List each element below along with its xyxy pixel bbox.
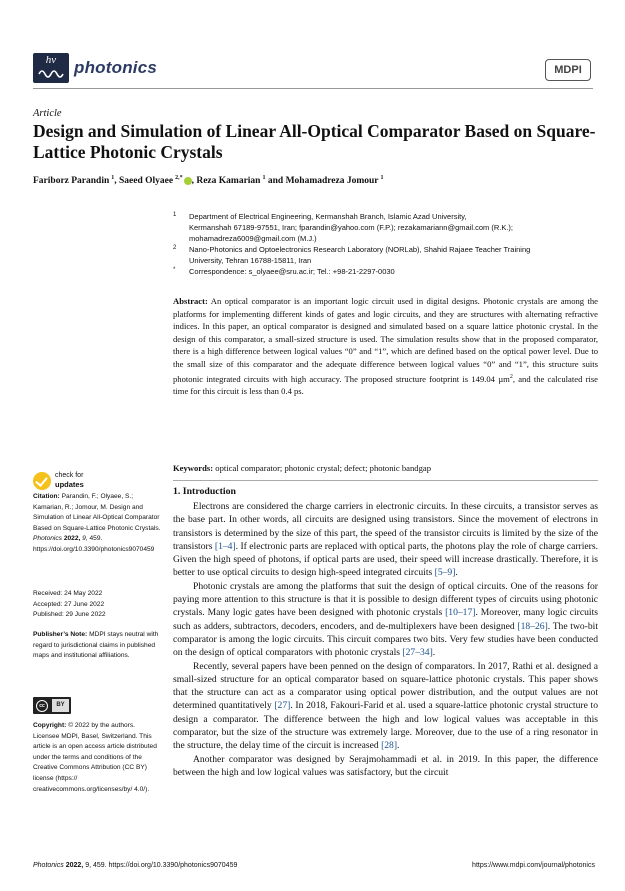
received-date: Received: 24 May 2022 (33, 590, 103, 597)
note-text: MDPI stays neutral with regard to jurisdictional claims in published maps and institutional affiliations. (33, 631, 159, 660)
body-text (173, 500, 598, 779)
author-sup: 1 (262, 175, 266, 181)
citation-link[interactable]: [18–26] (517, 620, 548, 632)
body-text-run: Electrons are considered the charge carriers in electronic circuits. In these circuits, a transistor serves as the base part. In other words, all circuits are designed using transistors. Since the movement of electrons in transistors is determined by the size of this part, the speed of the transistor circuits is limited by the size of the transistors (173, 501, 598, 552)
body-text-run: . If electronic parts are replaced with optical parts, the photons play the role of charge carriers. Given the high speed of photons, if optical parts are used, their speed will increase drastically. Therefore, it is better to use optical circuits to design high-speed integrated circuits (173, 540, 598, 579)
abstract-text: An optical comparator is an important logic circuit used in digital designs. Photonic crystals are among the platforms for implementing different kinds of gates and logic circuits, and they are structures with alternating refractive indices. In this paper, an optical comparator is designed and simulated based on a square lattice photonic crystal. In the design of this comparator, a small-sized structure is used. The simulation results show that in the proposed comparator, there is a high difference between logical values “0” and “1”, which are defined based on the optical power level. Due to the small size of this comparator and the adequate difference between logical values “0” and “1”, this structure suits photonic integrated circuits with high accuracy. The proposed structure footprint is 149.04 µm (173, 296, 598, 384)
check-line2: updates (55, 480, 84, 489)
citation-link[interactable]: [27–34] (402, 647, 433, 659)
body-text-run: Another comparator was designed by Serajmohammadi et al. in 2019. In this paper, the difference between the high and low logical values was satisfactory, but the circuit (173, 753, 598, 778)
citation-link[interactable]: [5–9] (434, 567, 456, 579)
footer-citation (33, 862, 237, 869)
keywords-label: Keywords: (173, 463, 214, 473)
published-date: Published: 29 June 2022 (33, 611, 106, 619)
author-name: Mohamadreza Jomour (285, 176, 379, 187)
body-text-run: . (455, 567, 458, 579)
by-icon: BY (52, 699, 69, 712)
footer-journal-url[interactable]: https://www.mdpi.com/journal/photonics (472, 862, 595, 869)
author-separator: , (114, 176, 120, 187)
abstract (173, 295, 598, 398)
body-paragraph (173, 753, 598, 780)
affiliations (173, 212, 598, 277)
affiliation-item (173, 267, 598, 278)
citation-text: Parandin, F.; Olyaee, S.; Kamarian, R.; Jomour, M. Design and Simulation of Linear All-Optical Comparator Based on Square-Lattice Photonic Crystals. (33, 493, 161, 532)
dates-block (33, 589, 161, 621)
header-divider (33, 88, 593, 89)
journal-logo (33, 53, 69, 83)
abstract-end: , and the calculated rise time for this circuit is less than 0.4 ps. (173, 373, 598, 397)
body-text-run: Recently, several papers have been penned on the design of comparators. In 2017, Rathi et al. designed a small-sized structure for an optical comparator based on square-lattice photonic crystals. This paper shows that the structure can act as a comparator using optical power distribution, and the output values are not determined quantitatively (173, 660, 598, 712)
author-name: Reza Kamarian (196, 176, 261, 187)
article-type: Article (33, 108, 62, 119)
author-sup: 1 (111, 175, 115, 181)
orcid-icon[interactable] (184, 177, 192, 185)
page-title: Design and Simulation of Linear All-Optical Comparator Based on Square-Lattice Photonic Crystals (33, 121, 596, 162)
copyright-text: © 2022 by the authors. Licensee MDPI, Basel, Switzerland. This article is an open access article distributed under the terms and conditions of the Creative Commons Attribution (CC BY) license (https:// creativecommons.org/licenses/by/ 4.0/). (33, 722, 157, 793)
abstract-label: Abstract: (173, 296, 208, 306)
affiliation-number: 1 (173, 212, 177, 218)
body-text-run: . (432, 647, 436, 659)
check-icon (33, 472, 51, 490)
accepted-date: Accepted: 27 June 2022 (33, 600, 105, 608)
author-name: Fariborz Parandin (33, 176, 110, 187)
author-sup: 2,* (175, 175, 183, 181)
copyright-label: Copyright: (33, 722, 67, 729)
citation-vol: 9, (82, 535, 88, 543)
footer-journal: Photonics (33, 862, 64, 869)
citation-link[interactable]: [27] (274, 700, 291, 712)
affiliation-item (173, 245, 598, 267)
footer-year: 2022, (65, 862, 84, 869)
affiliation-line: University, Tehran 16788-15811, Iran (189, 255, 312, 265)
note-label: Publisher’s Note: (33, 631, 88, 638)
citation-journal: Photonics (33, 535, 62, 543)
citation-label: Citation: (33, 493, 60, 500)
copyright-block (33, 721, 161, 795)
body-text-run: Photonic crystals are among the platforms that suit the design of optical circuits. One of the reasons for paying more attention to this structure is that it is possible to design different types of circuits using photonic crystals. Many logic gates have been designed with photonic crystals (173, 580, 598, 619)
affiliation-line: Nano-Photonics and Optoelectronics Research Laboratory (NORLab), Shahid Rajaee Teacher Training (189, 244, 531, 254)
journal-name: photonics (74, 58, 158, 77)
keywords-text: optical comparator; photonic crystal; defect; photonic bandgap (215, 463, 431, 473)
body-paragraph (173, 580, 598, 660)
section-divider (173, 480, 598, 481)
logo-text: hv (45, 54, 57, 66)
body-text-run: . Moreover, many logic circuits such as adders, subtractors, decoders, encoders, and de-multiplexers have been designed (173, 607, 598, 632)
abstract-sup: 2 (509, 373, 513, 380)
affiliation-number: 2 (173, 244, 177, 251)
body-text-run: . The two-bit comparator is among the logic circuits. This circuit compares two bits. Very few studies have been conducted on the design of optical comparators with photonic crystals (173, 620, 599, 659)
check-line1: check for (55, 472, 84, 479)
keywords (173, 463, 598, 473)
citation-block (33, 492, 161, 556)
publisher-note (33, 630, 161, 662)
affiliation-item (173, 212, 598, 245)
publisher-logo: MDPI (545, 59, 591, 81)
citation-link[interactable]: [1–4] (214, 540, 236, 552)
body-paragraph (173, 660, 598, 753)
wave-icon (38, 68, 64, 80)
author-separator: and (265, 176, 286, 187)
cc-by-license-badge[interactable] (33, 697, 71, 714)
affiliation-line: Department of Electrical Engineering, Kermanshah Branch, Islamic Azad University, (189, 212, 467, 221)
body-paragraph (173, 500, 598, 580)
affiliation-number: * (173, 266, 176, 273)
footer-doi[interactable]: 9, 459. https://doi.org/10.3390/photonics9070459 (85, 862, 238, 869)
author-sup: 1 (380, 175, 384, 181)
affiliation-line: mohamadreza6009@gmail.com (M.J.) (189, 233, 317, 243)
citation-link[interactable]: [28] (381, 740, 398, 752)
author-name: Saeed Olyaee (119, 176, 174, 187)
affiliation-line: Kermanshah 67189-97551, Iran; fparandin@yahoo.com (F.P.); rezakamariann@gmail.com (R.K.); (189, 222, 513, 232)
section-heading: 1. Introduction (173, 486, 236, 497)
citation-link[interactable]: [10–17] (445, 607, 476, 619)
citation-year: 2022, (63, 535, 81, 543)
cc-icon: cc (36, 700, 48, 712)
body-text-run: . (397, 740, 400, 752)
author-list (33, 175, 593, 186)
author-separator: , (191, 176, 197, 187)
affiliation-line: Correspondence: s_olyaee@sru.ac.ir; Tel.: +98-21-2297-0030 (189, 266, 395, 276)
body-text-run: . In 2018, Fakouri-Farid et al. used a square-lattice photonic crystal structure to design a comparator. The difference between the high and low logical values was acceptable in this comparator, but the size of the structure was extremely large. Moreover, due to the use of a ring resonator in the structure, the delay time of the circuit is increased (173, 700, 599, 752)
citation-doi-link[interactable]: 459. https://doi.org/10.3390/photonics9070459 (33, 535, 155, 553)
